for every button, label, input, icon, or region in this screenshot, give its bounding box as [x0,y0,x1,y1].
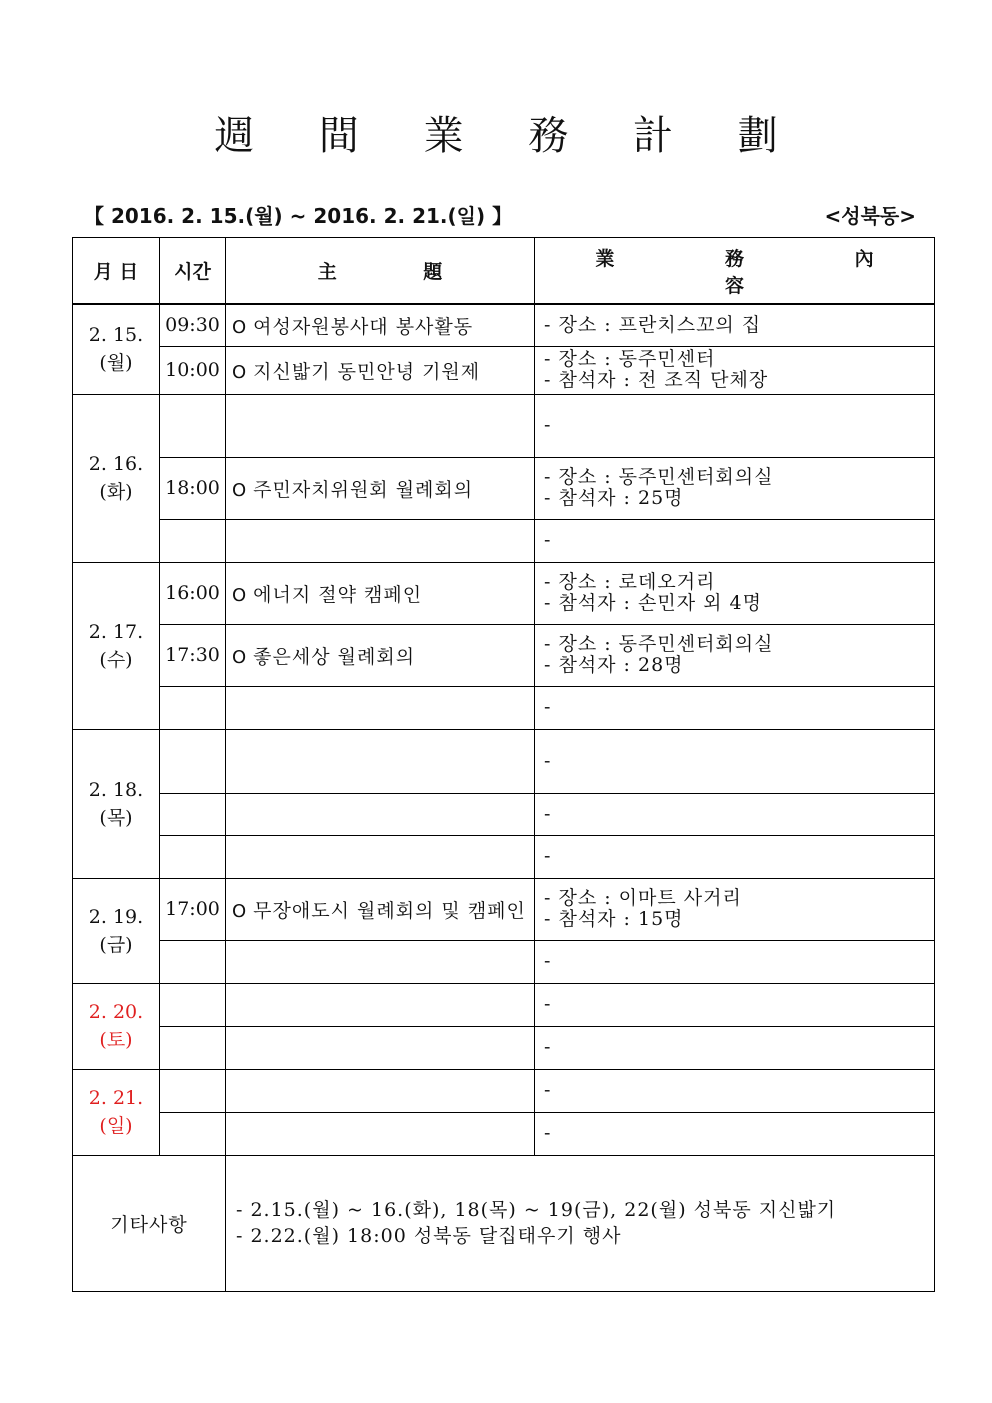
date-cell [73,562,160,729]
time-cell [160,1026,226,1069]
circle-bullet: O [232,361,248,383]
topic-cell [226,835,535,878]
detail-line: - [544,950,552,972]
topic-text: 에너지 절약 캠페인 [253,583,423,606]
topic-cell [226,686,535,729]
detail-line: - 장소 : 동주민센터회의실 [544,633,774,655]
detail-cell [535,624,935,686]
etc-body [226,1155,935,1291]
table-row [73,519,935,562]
date-cell [73,304,160,394]
etc-label: 기타사항 [73,1155,226,1291]
detail-line: - [544,802,552,825]
detail-line: - 장소 : 동주민센터 [544,348,716,370]
topic-cell [226,878,535,940]
detail-line: - 장소 : 로데오거리 [544,571,716,593]
topic-cell [226,793,535,835]
date-label: 2. 19. [88,905,144,928]
topic-cell [226,394,535,457]
topic-text: 여성자원봉사대 봉사활동 [253,315,474,338]
table-row [73,394,935,457]
date-label: 2. 16. [88,453,144,475]
table-row [73,1112,935,1155]
time-cell: 18:00 [160,457,226,519]
detail-cell [535,835,935,878]
table-row [73,983,935,1026]
time-cell [160,394,226,457]
detail-cell [535,304,935,346]
time-cell: 10:00 [160,346,226,394]
detail-cell [535,686,935,729]
topic-text: 좋은세상 월례회의 [253,645,416,668]
table-row [73,940,935,983]
detail-line: - 참석자 : 28명 [544,654,684,676]
detail-line: - 참석자 : 25명 [544,487,684,509]
topic-text: 주민자치위원회 월례회의 [253,478,474,501]
weekday-label: (목) [99,806,133,829]
detail-cell [535,1026,935,1069]
date-label: 2. 15. [88,324,144,347]
etc-row [73,1155,935,1291]
date-cell [73,1069,160,1155]
time-cell: 16:00 [160,562,226,624]
detail-cell [535,729,935,793]
dong-name: <성북동> [824,204,916,228]
circle-bullet: O [232,900,248,922]
detail-line: - [544,1036,552,1058]
detail-cell [535,1069,935,1112]
time-cell [160,793,226,835]
header-detail: 業 務 內 容 [535,238,935,305]
detail-line: - [544,845,552,867]
circle-bullet: O [232,316,248,338]
detail-line: - [544,993,552,1015]
table-row [73,878,935,940]
time-cell: 17:30 [160,624,226,686]
topic-cell [226,624,535,686]
detail-line: - [544,749,552,772]
detail-line: - 참석자 : 손민자 외 4명 [544,592,762,614]
table-row [73,793,935,835]
time-cell [160,1069,226,1112]
date-label: 2. 20. [88,1001,144,1023]
table-row [73,624,935,686]
weekday-label: (월) [99,352,133,375]
detail-line: - 장소 : 프란치스꼬의 집 [544,313,762,336]
date-cell [73,983,160,1069]
date-label: 2. 18. [88,778,144,801]
header-date: 月 日 [73,238,160,305]
time-cell [160,729,226,793]
topic-cell [226,983,535,1026]
table-row [73,729,935,793]
weekly-plan-table [72,237,935,1292]
date-label: 2. 17. [88,620,144,643]
table-row [73,457,935,519]
time-cell [160,983,226,1026]
date-cell [73,729,160,878]
detail-line: - [544,1079,552,1101]
table-row [73,304,935,346]
detail-line: - [544,1122,552,1144]
topic-cell [226,729,535,793]
table-row [73,1026,935,1069]
detail-cell [535,457,935,519]
topic-cell [226,940,535,983]
detail-cell [535,878,935,940]
table-row [73,835,935,878]
topic-cell [226,562,535,624]
topic-cell [226,1069,535,1112]
time-cell [160,519,226,562]
detail-cell [535,346,935,394]
detail-line: - [544,529,552,551]
detail-cell [535,519,935,562]
detail-cell [535,562,935,624]
topic-cell [226,346,535,394]
header-row [73,238,935,305]
date-label: 2. 21. [88,1087,144,1109]
topic-text: 무장애도시 월례회의 및 캠페인 [253,899,526,922]
etc-line: - 2.15.(월) ~ 16.(화), 18(목) ~ 19(금), 22(월) 성북동 지신밟기 [236,1199,837,1221]
etc-line: - 2.22.(월) 18:00 성북동 달집태우기 행사 [236,1225,622,1247]
detail-cell [535,793,935,835]
header-time: 시간 [160,238,226,305]
detail-line: - 참석자 : 전 조직 단체장 [544,369,769,391]
time-cell [160,940,226,983]
detail-line: - 장소 : 이마트 사거리 [544,887,742,909]
topic-cell [226,1112,535,1155]
header-topic: 主 題 [226,238,535,305]
weekday-label: (토) [99,1029,133,1051]
date-cell [73,394,160,562]
detail-cell [535,983,935,1026]
detail-line: - [544,414,552,436]
weekday-label: (일) [99,1115,133,1137]
detail-line: - [544,696,552,718]
document-title: 週 間 業 務 計 劃 [214,113,804,159]
detail-cell [535,940,935,983]
circle-bullet: O [232,479,248,501]
time-cell [160,1112,226,1155]
table-row [73,1069,935,1112]
topic-cell [226,1026,535,1069]
time-cell: 09:30 [160,304,226,346]
time-cell: 17:00 [160,878,226,940]
detail-cell [535,1112,935,1155]
topic-cell [226,304,535,346]
weekday-label: (수) [99,648,133,671]
detail-line: - 장소 : 동주민센터회의실 [544,466,774,488]
table-row [73,562,935,624]
topic-text: 지신밟기 동민안녕 기원제 [253,360,481,383]
time-cell [160,835,226,878]
topic-cell [226,457,535,519]
time-cell [160,686,226,729]
table-row [73,686,935,729]
circle-bullet: O [232,646,248,668]
detail-cell [535,394,935,457]
weekday-label: (금) [99,933,133,956]
date-cell [73,878,160,983]
detail-line: - 참석자 : 15명 [544,908,684,930]
table-row [73,346,935,394]
weekday-label: (화) [99,481,133,503]
circle-bullet: O [232,584,248,606]
period-range: 【 2016. 2. 15.(월) ~ 2016. 2. 21.(일) 】 [84,204,513,228]
topic-cell [226,519,535,562]
